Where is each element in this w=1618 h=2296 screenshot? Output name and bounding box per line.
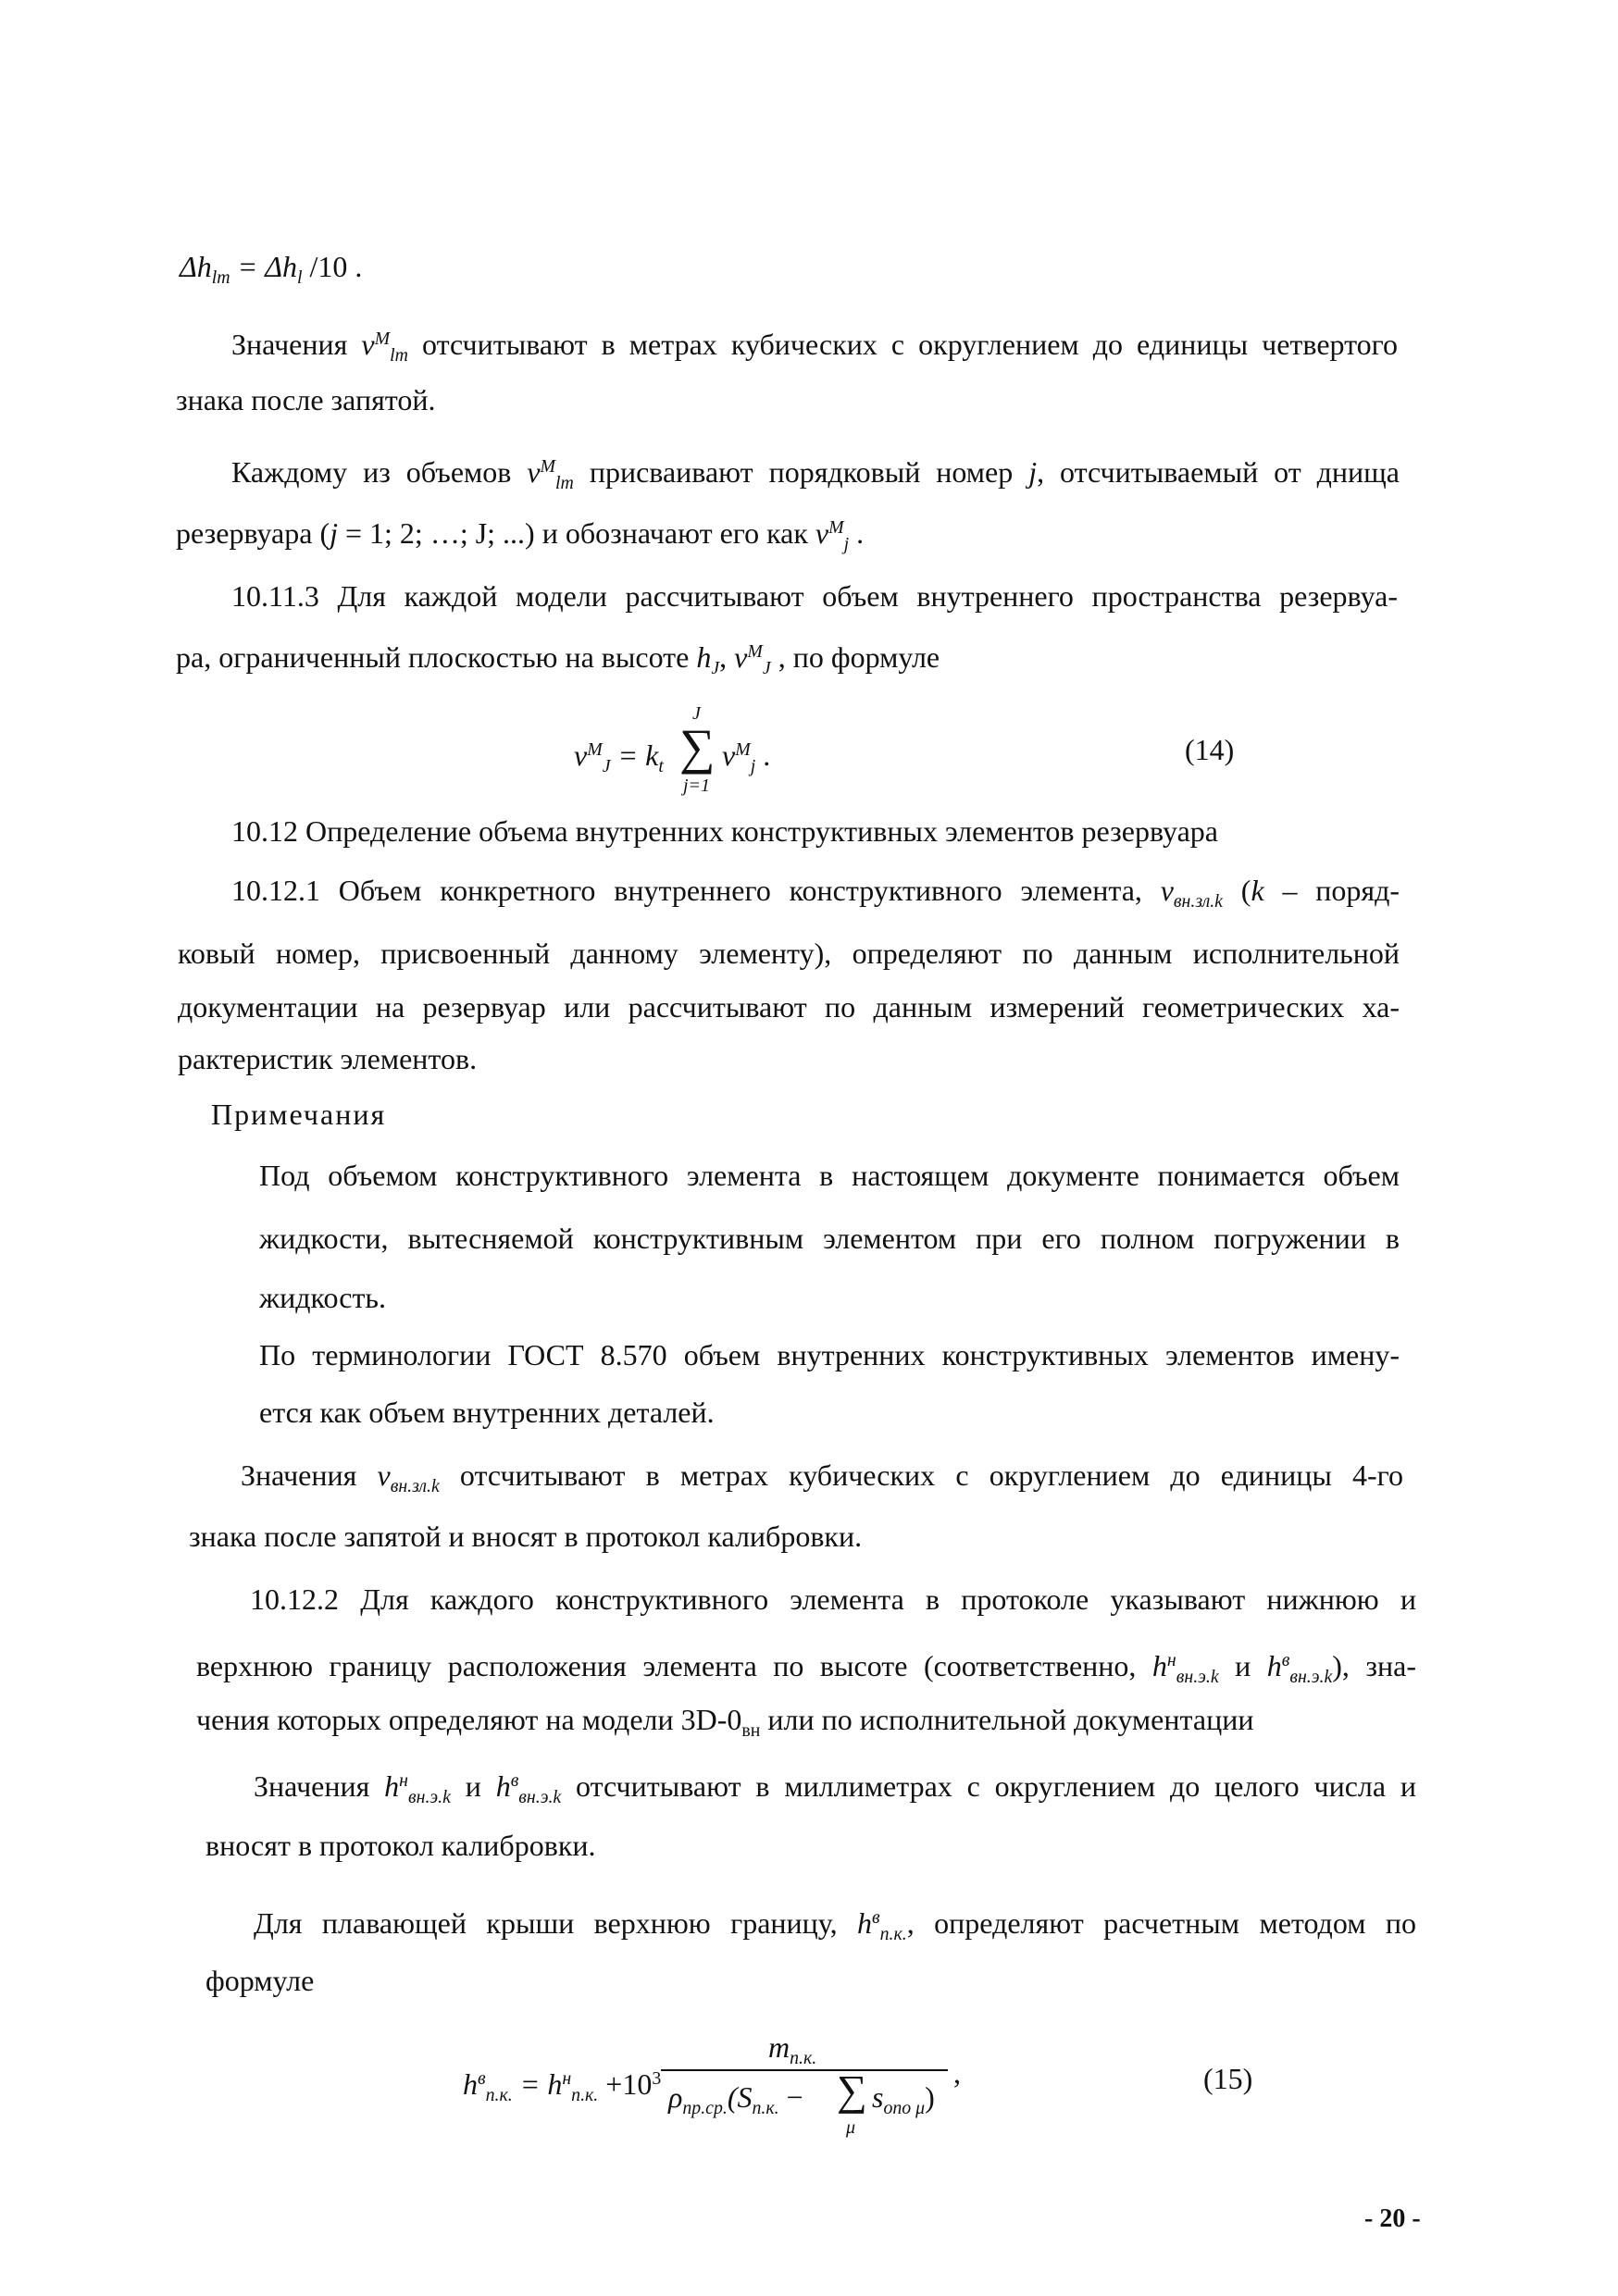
formula-delta-h-lhs-sub: lm [211, 267, 230, 288]
var-h: h [495, 1769, 511, 1803]
paragraph-values-h-line-1 [254, 1762, 1416, 1816]
paragraph-values-line-2 [176, 381, 435, 418]
paragraph-floating-roof-line-2 [205, 1962, 314, 1999]
text-span: присваивают порядковый номер [573, 454, 1029, 489]
text-span: − [778, 2080, 803, 2114]
text-span: ) [925, 2080, 935, 2114]
paragraph-values-h-line-2 [205, 1827, 595, 1864]
equation-14-lhs [574, 731, 664, 785]
var-v: v [722, 738, 736, 772]
section-10-12-heading [231, 813, 1218, 850]
var-v: v [361, 327, 375, 361]
var-h: h [463, 2066, 478, 2101]
sup: 3 [652, 2068, 662, 2089]
var-rho: ρ [668, 2080, 683, 2114]
page-number [1364, 2204, 1421, 2234]
sub: j [750, 755, 756, 776]
text-span: По терминологии ГОСТ 8.570 объем внутренних конструктивных элементов имену- [259, 1338, 1400, 1371]
var-S: (S [727, 2080, 753, 2114]
text-span: чения которых определяют на модели 3D-0 [196, 1703, 742, 1736]
text-span: вносят в протокол калибровки. [205, 1829, 596, 1862]
sup: н [1166, 1650, 1176, 1670]
sub: j [843, 533, 850, 554]
sub: J [762, 657, 771, 678]
eq-h: = h [512, 2066, 563, 2101]
equation-14-term [722, 731, 770, 785]
formula-delta-h-rhs-sub: l [297, 267, 303, 288]
sup: M [747, 641, 763, 662]
var-k: k [1251, 874, 1264, 907]
text-span: ), зна- [1332, 1648, 1417, 1682]
paragraph-10-12-1-line-1 [231, 872, 1400, 920]
paragraph-values-vn-line-2 [189, 1518, 862, 1555]
text-span: +10 [598, 2066, 653, 2101]
text-span: 10.12.1 Объем конкретного внутреннего конструктивного элемента, [231, 874, 1161, 907]
var-h: h [696, 639, 712, 674]
fraction-bar [661, 2069, 948, 2071]
sub: опо μ [883, 2097, 926, 2118]
sub: п.к. [571, 2084, 599, 2105]
var-j: j [1028, 454, 1038, 489]
text-span: формуле [205, 1964, 315, 1997]
paragraph-10-12-1-line-2 [178, 935, 1400, 972]
sub: вн.э.k [408, 1786, 451, 1807]
sup: в [872, 1907, 880, 1928]
text-span: и [450, 1769, 496, 1803]
text-span: . [849, 515, 865, 550]
text-span: жидкости, вытесняемой конструктивным элементом при его полном погружении в [259, 1222, 1400, 1255]
text-span: отсчитывают в метрах кубических с округлением до единицы четвертого [407, 327, 1399, 361]
paragraph-10-11-3-line-1 [231, 577, 1398, 614]
text-span: 10.11.3 Для каждой модели рассчитывают объем внутреннего пространства резервуа- [231, 579, 1398, 613]
sup: н [399, 1770, 409, 1791]
paragraph-10-11-3-line-2 [176, 633, 940, 687]
text-span: , отсчитываемый от днища [1037, 454, 1400, 489]
sum-upper-limit: J [692, 703, 701, 724]
sub: вн.э.k [1289, 1666, 1333, 1687]
text-span: документации на резервуар или рассчитывают по данным измерений геометрических ха- [178, 990, 1400, 1024]
text-span: жидкость. [259, 1281, 387, 1314]
text-span: Значения [231, 327, 362, 361]
equation-14 [0, 703, 1618, 805]
formula-delta-h-tail: /10 . [302, 250, 363, 283]
sum-lower-limit: μ [846, 2117, 856, 2138]
text-span: резервуара ( [176, 515, 330, 550]
text-span: ется как объем внутренних деталей. [259, 1396, 715, 1429]
var-v: v [377, 1458, 391, 1492]
note-1-line-2 [259, 1220, 1400, 1257]
text-span: 10.12 Определение объема внутренних конструктивных элементов резервуара [231, 814, 1218, 848]
paragraph-floating-roof-line-1 [254, 1899, 1416, 1953]
text-span: Под объемом конструктивного элемента в настоящем документе понимается объем [259, 1159, 1400, 1192]
text-span: Значения [254, 1769, 385, 1803]
sub: J [602, 755, 611, 776]
sub: lm [555, 472, 574, 493]
formula-delta-h-eq: = Δh [230, 250, 297, 283]
text-span: знака после запятой. [176, 383, 436, 416]
equation-15-denominator [668, 2079, 803, 2127]
sub: t [658, 755, 664, 776]
text-span: Для плавающей крыши верхнюю границу, [254, 1905, 858, 1940]
text-span: рактеристик элементов. [178, 1042, 478, 1075]
paragraph-10-12-2-line-1 [250, 1581, 1416, 1618]
text-span: , [719, 639, 735, 674]
sub: J [711, 657, 720, 678]
sup: в [1281, 1650, 1290, 1670]
text-span: и [1218, 1648, 1267, 1682]
note-2-line-1 [259, 1336, 1400, 1373]
sub: вн.э.k [1176, 1666, 1219, 1687]
sub: вн.э.k [518, 1786, 562, 1807]
sub: п.к. [485, 2084, 513, 2105]
var-h: h [1266, 1648, 1282, 1682]
equation-15-lhs [463, 2060, 661, 2114]
paragraph-10-12-1-line-4 [178, 1040, 477, 1077]
text-span: = 1; 2; …; J; ...) и обозначают его как [337, 515, 815, 550]
notes-heading [211, 1096, 386, 1133]
formula-delta-h [180, 248, 362, 296]
text-span: - 20 - [1364, 2204, 1421, 2233]
equation-15-comma: , [953, 2056, 961, 2090]
note-1-line-3 [259, 1279, 386, 1316]
text-span: Значения [241, 1458, 378, 1492]
text-span: или по исполнительной документации [760, 1703, 1254, 1736]
text-span: 10.12.2 Для каждого конструктивного элемента в протоколе указывают нижнюю и [250, 1582, 1416, 1616]
text-span: Примечания [211, 1098, 387, 1131]
equation-15-denominator-tail [872, 2079, 935, 2127]
var-v: v [734, 639, 748, 674]
text-span: отсчитывают в миллиметрах с округлением до целого числа и [561, 1769, 1417, 1803]
note-2-line-2 [259, 1394, 715, 1431]
note-1-line-1 [259, 1157, 1400, 1194]
var-j: j [330, 515, 338, 550]
paragraph-each-volume-line-1 [231, 448, 1400, 502]
sum-symbol: ∑ [679, 719, 716, 775]
sub: вн.зл.k [390, 1475, 440, 1496]
text-span: ковый номер, присвоенный данному элементу), определяют по данным исполнительной [178, 937, 1400, 970]
text-span: , по формуле [770, 639, 940, 674]
var-h: h [1151, 1648, 1167, 1682]
sup: M [540, 456, 556, 477]
paragraph-10-12-2-line-3 [196, 1701, 1253, 1749]
text-span: Каждому из объемов [231, 454, 528, 489]
equation-15 [0, 2017, 1618, 2147]
paragraph-10-12-2-line-2 [196, 1642, 1416, 1695]
text-span: ра, ограниченный плоскостью на высоте [176, 639, 697, 674]
text-span: – поряд- [1263, 874, 1400, 907]
equation-number-14: (14) [1185, 733, 1235, 766]
sub: п.к. [752, 2097, 779, 2118]
paragraph-10-12-1-line-3 [178, 988, 1400, 1025]
sup: в [478, 2068, 486, 2089]
text-span: знака после запятой и вносят в протокол калибровки. [189, 1520, 863, 1553]
var-m: m [768, 2030, 790, 2064]
var-h: h [857, 1905, 873, 1940]
var-v: v [574, 738, 588, 772]
paragraph-values-vn-line-1 [241, 1457, 1403, 1505]
equation-number-15: (15) [1203, 2062, 1253, 2095]
text-span: . [755, 738, 771, 772]
eq-k: = k [610, 738, 659, 772]
sub: вн [741, 1719, 761, 1741]
sup: M [735, 739, 751, 760]
text-span: ( [1222, 874, 1251, 907]
var-v: v [527, 454, 541, 489]
sub: п.к. [879, 1923, 907, 1944]
var-v: v [1160, 874, 1174, 907]
sum-lower-limit: j=1 [683, 776, 711, 796]
var-h: h [384, 1769, 400, 1803]
sup: M [828, 517, 844, 538]
sub: вн.зл.k [1173, 890, 1223, 912]
text-span: , определяют расчетным методом по [906, 1905, 1417, 1940]
sub: п.к. [790, 2047, 817, 2068]
var-s: s [872, 2080, 884, 2114]
sup: н [562, 2068, 572, 2089]
sup: M [374, 329, 391, 349]
sub: пр.ср. [682, 2097, 728, 2118]
text-span: отсчитывают в метрах кубических с округлением до единицы 4-го [439, 1458, 1404, 1492]
sum-symbol: ∑ [837, 2066, 867, 2114]
formula-delta-h-lhs: Δh [180, 250, 212, 283]
text-span: верхнюю границу расположения элемента по высоте (соответственно, [196, 1648, 1152, 1682]
paragraph-each-volume-line-2 [176, 509, 864, 563]
sup: M [587, 739, 603, 760]
var-v: v [815, 515, 829, 550]
sub: lm [390, 344, 408, 366]
sup: в [510, 1770, 519, 1791]
paragraph-values-line-1 [231, 320, 1398, 374]
